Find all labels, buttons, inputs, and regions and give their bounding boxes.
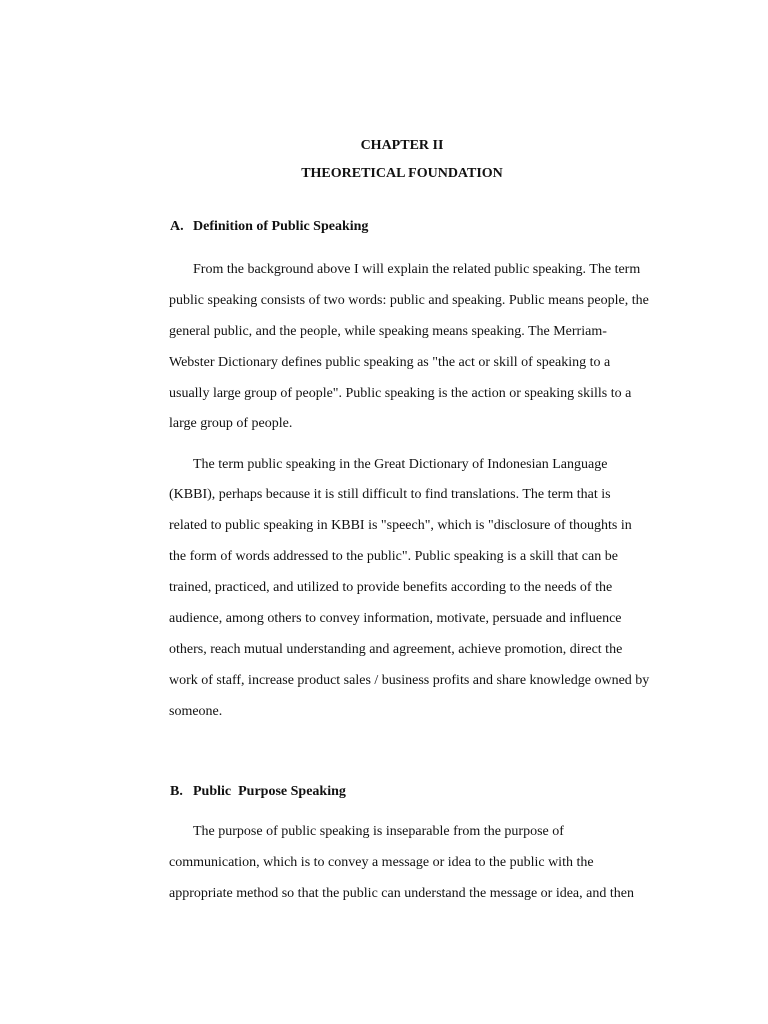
paragraph-line: audience, among others to convey information, motivate, persuade and influence bbox=[169, 611, 622, 626]
paragraph-line: From the background above I will explain the related public speaking. The term bbox=[193, 262, 641, 277]
paragraph-line: large group of people. bbox=[169, 416, 293, 431]
paragraph-line: Webster Dictionary defines public speaking as "the act or skill of speaking to a bbox=[169, 355, 611, 370]
paragraph-line: the form of words addressed to the public". Public speaking is a skill that can be bbox=[169, 549, 618, 564]
paragraph-line: work of staff, increase product sales / business profits and share knowledge owned by bbox=[169, 673, 650, 688]
chapter-title: THEORETICAL FOUNDATION bbox=[301, 166, 503, 181]
paragraph-line: trained, practiced, and utilized to provide benefits according to the needs of the bbox=[169, 580, 613, 595]
paragraph-line: someone. bbox=[169, 704, 223, 719]
section-b-title: Public Purpose Speaking bbox=[193, 784, 346, 799]
paragraph-line: The term public speaking in the Great Dictionary of Indonesian Language bbox=[193, 457, 608, 472]
section-a-heading bbox=[170, 219, 368, 235]
paragraph-line: communication, which is to convey a message or idea to the public with the bbox=[169, 855, 594, 870]
section-a-title: Definition of Public Speaking bbox=[193, 219, 369, 234]
paragraph-line: The purpose of public speaking is inseparable from the purpose of bbox=[193, 824, 564, 839]
paragraph-line: (KBBI), perhaps because it is still difficult to find translations. The term that is bbox=[169, 487, 611, 502]
section-a-letter: A. bbox=[170, 219, 184, 234]
chapter-number: CHAPTER II bbox=[360, 138, 444, 153]
section-b-heading bbox=[170, 784, 346, 800]
paragraph-line: usually large group of people". Public speaking is the action or speaking skills to a bbox=[169, 386, 632, 401]
paragraph-line: related to public speaking in KBBI is "speech", which is "disclosure of thoughts in bbox=[169, 518, 632, 533]
section-b-letter: B. bbox=[170, 784, 183, 799]
paragraph-line: others, reach mutual understanding and agreement, achieve promotion, direct the bbox=[169, 642, 623, 657]
paragraph-line: public speaking consists of two words: public and speaking. Public means people, the bbox=[169, 293, 649, 308]
paragraph-line: general public, and the people, while speaking means speaking. The Merriam- bbox=[169, 324, 607, 339]
paragraph-line: appropriate method so that the public can understand the message or idea, and then bbox=[169, 886, 634, 901]
